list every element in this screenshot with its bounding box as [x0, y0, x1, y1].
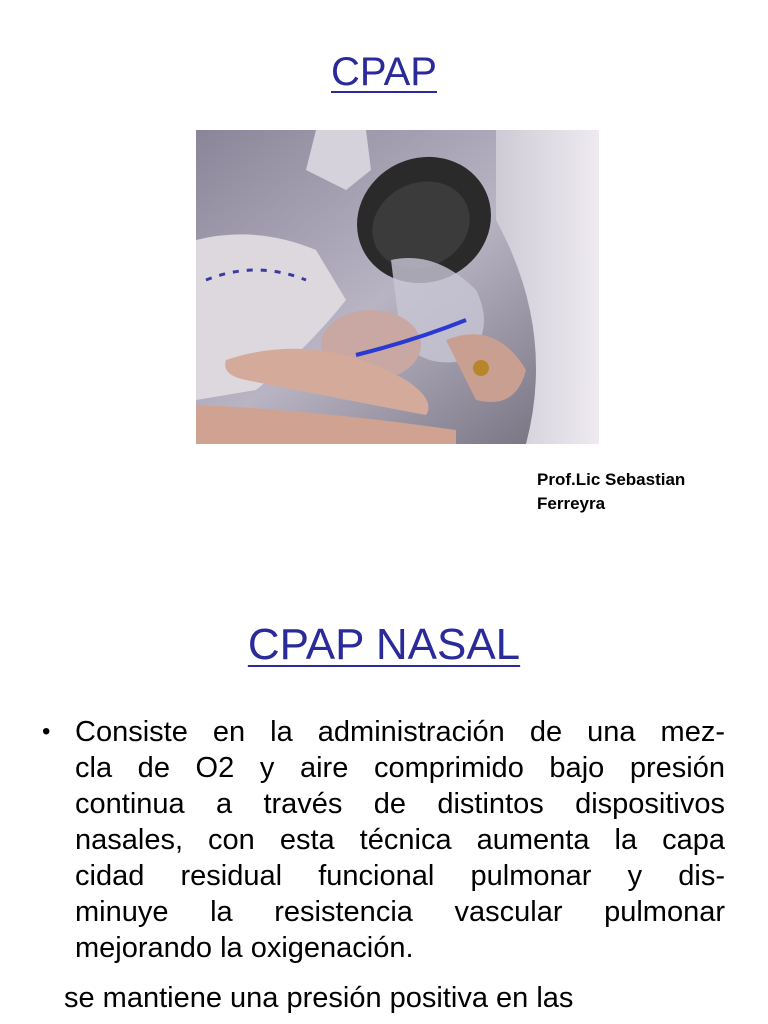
cpap-infant-photo: [196, 130, 599, 444]
bullet-line: cla de O2 y aire comprimido bajo presión: [75, 752, 725, 784]
bullet-text: [75, 714, 725, 966]
bullet-line: cidad residual funcional pulmonar y dis-: [75, 860, 725, 892]
cpap-photo-illustration: [196, 130, 599, 444]
slide-title: CPAP: [331, 50, 437, 94]
bullet-line: minuye la resistencia vascular pulmonar: [75, 896, 725, 928]
author-surname: Ferreyra: [537, 494, 606, 513]
slide-2: [0, 580, 768, 1024]
author-credit: [537, 468, 737, 516]
author-name: Prof.Lic Sebastian: [537, 470, 686, 489]
bullet-line: Consiste en la administración de una mez-: [75, 716, 725, 748]
paragraph-line: se mantiene una presión positiva en las: [64, 982, 574, 1014]
bullet-line: continua a través de distintos dispositivos: [75, 788, 725, 820]
body-paragraph: [64, 980, 764, 1016]
bullet-line: mejorando la oxigenación.: [75, 932, 414, 964]
bullet-line: nasales, con esta técnica aumenta la capa: [75, 824, 725, 856]
bullet-marker: •: [42, 718, 51, 745]
slide-title: CPAP NASAL: [247, 620, 521, 669]
